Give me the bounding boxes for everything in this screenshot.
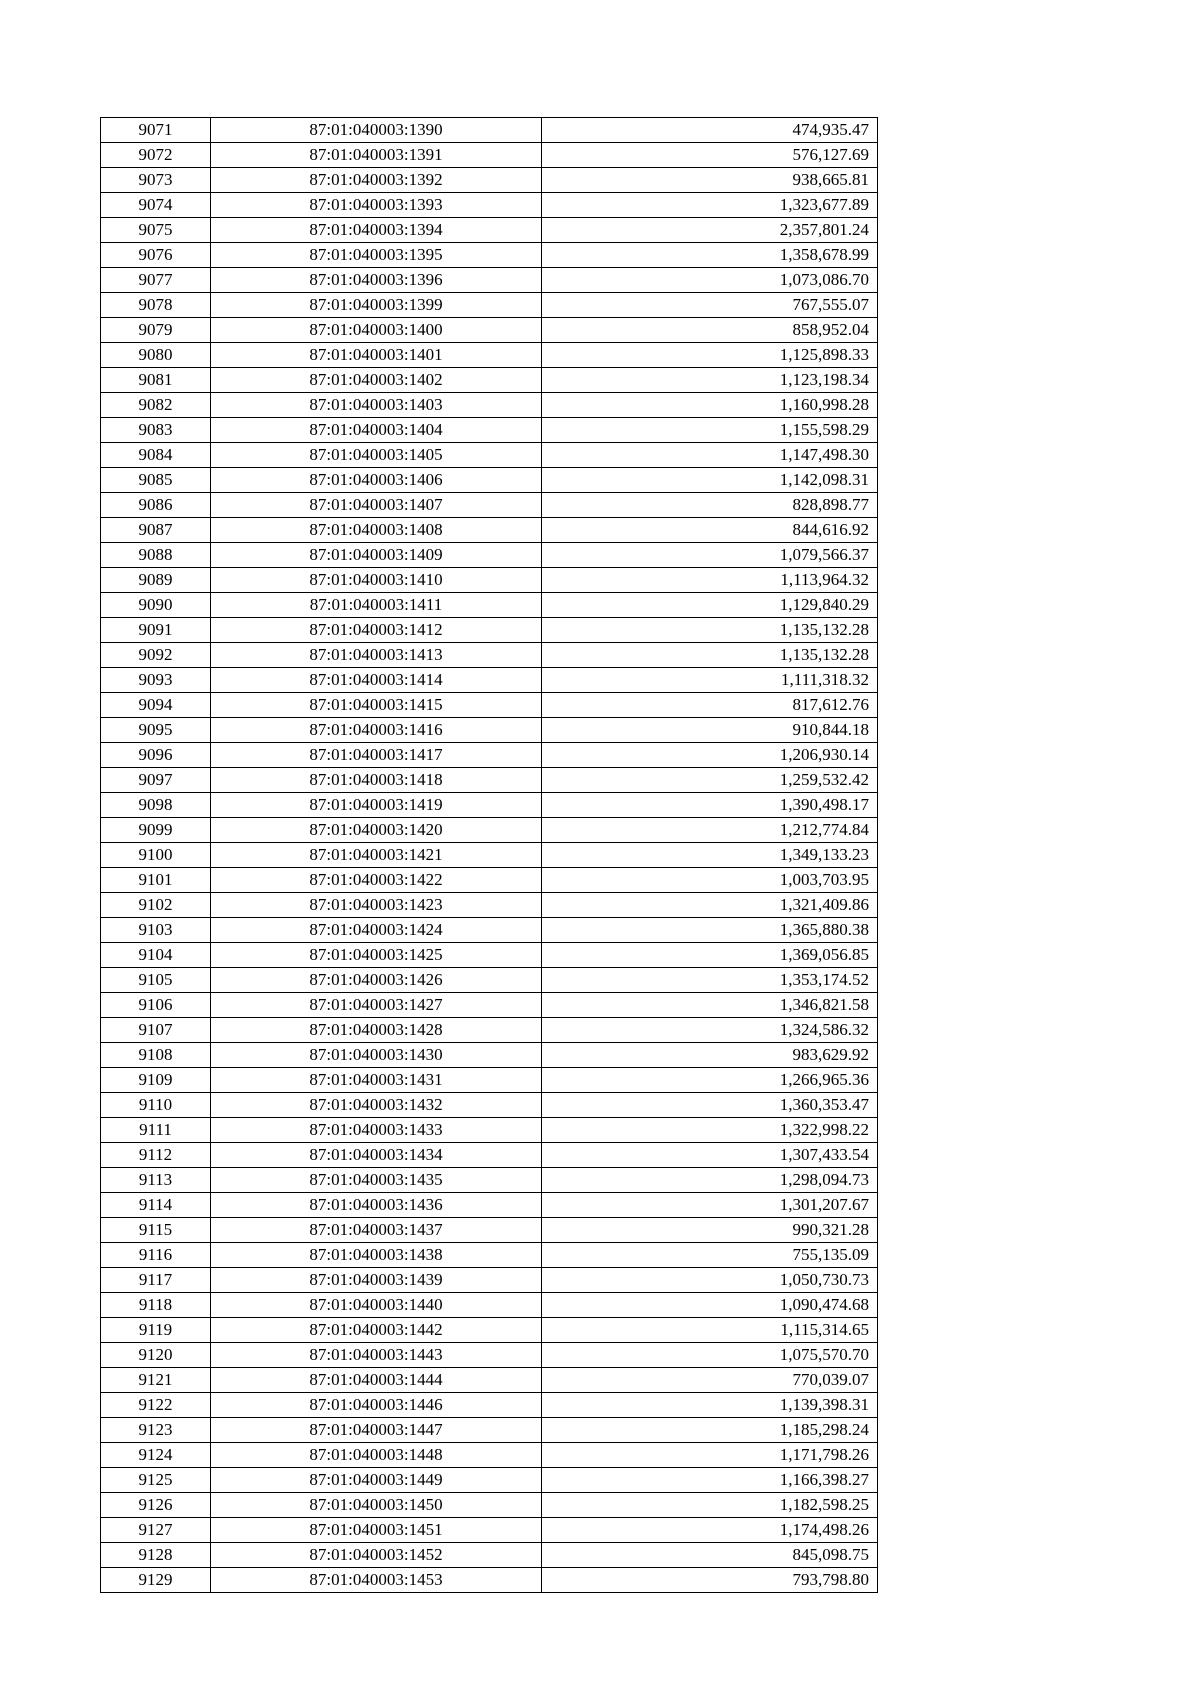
- row-number-cell: 9116: [101, 1243, 211, 1268]
- row-number-cell: 9095: [101, 718, 211, 743]
- row-number-cell: 9075: [101, 218, 211, 243]
- cadastral-number-cell: 87:01:040003:1442: [211, 1318, 542, 1343]
- row-number-cell: 9072: [101, 143, 211, 168]
- row-number-cell: 9122: [101, 1393, 211, 1418]
- cadastral-value-cell: 1,324,586.32: [542, 1018, 878, 1043]
- cadastral-number-cell: 87:01:040003:1406: [211, 468, 542, 493]
- table-row: [101, 818, 878, 843]
- cadastral-value-cell: 2,357,801.24: [542, 218, 878, 243]
- cadastral-number-cell: 87:01:040003:1404: [211, 418, 542, 443]
- cadastral-number-cell: 87:01:040003:1423: [211, 893, 542, 918]
- cadastral-number-cell: 87:01:040003:1433: [211, 1118, 542, 1143]
- cadastral-value-cell: 1,301,207.67: [542, 1193, 878, 1218]
- table-row: [101, 1118, 878, 1143]
- cadastral-number-cell: 87:01:040003:1392: [211, 168, 542, 193]
- table-body: [101, 118, 878, 1593]
- cadastral-value-cell: 817,612.76: [542, 693, 878, 718]
- cadastral-number-cell: 87:01:040003:1414: [211, 668, 542, 693]
- cadastral-value-cell: 1,349,133.23: [542, 843, 878, 868]
- row-number-cell: 9106: [101, 993, 211, 1018]
- cadastral-number-cell: 87:01:040003:1430: [211, 1043, 542, 1068]
- cadastral-number-cell: 87:01:040003:1419: [211, 793, 542, 818]
- cadastral-value-cell: 1,003,703.95: [542, 868, 878, 893]
- table-row: [101, 293, 878, 318]
- row-number-cell: 9100: [101, 843, 211, 868]
- table-row: [101, 1443, 878, 1468]
- cadastral-value-table: [100, 117, 878, 1593]
- table-row: [101, 243, 878, 268]
- table-row: [101, 1268, 878, 1293]
- cadastral-value-cell: 1,307,433.54: [542, 1143, 878, 1168]
- row-number-cell: 9101: [101, 868, 211, 893]
- cadastral-value-cell: 1,174,498.26: [542, 1518, 878, 1543]
- cadastral-value-cell: 844,616.92: [542, 518, 878, 543]
- table-row: [101, 168, 878, 193]
- cadastral-number-cell: 87:01:040003:1444: [211, 1368, 542, 1393]
- cadastral-value-cell: 1,353,174.52: [542, 968, 878, 993]
- cadastral-value-cell: 1,206,930.14: [542, 743, 878, 768]
- cadastral-value-cell: 1,369,056.85: [542, 943, 878, 968]
- table-row: [101, 893, 878, 918]
- cadastral-number-cell: 87:01:040003:1452: [211, 1543, 542, 1568]
- cadastral-number-cell: 87:01:040003:1413: [211, 643, 542, 668]
- table-row: [101, 918, 878, 943]
- cadastral-number-cell: 87:01:040003:1443: [211, 1343, 542, 1368]
- cadastral-value-cell: 1,171,798.26: [542, 1443, 878, 1468]
- cadastral-number-cell: 87:01:040003:1416: [211, 718, 542, 743]
- cadastral-number-cell: 87:01:040003:1402: [211, 368, 542, 393]
- row-number-cell: 9090: [101, 593, 211, 618]
- row-number-cell: 9093: [101, 668, 211, 693]
- cadastral-value-cell: 858,952.04: [542, 318, 878, 343]
- table-row: [101, 693, 878, 718]
- cadastral-value-cell: 1,123,198.34: [542, 368, 878, 393]
- table-row: [101, 1243, 878, 1268]
- cadastral-number-cell: 87:01:040003:1400: [211, 318, 542, 343]
- cadastral-value-cell: 1,365,880.38: [542, 918, 878, 943]
- cadastral-number-cell: 87:01:040003:1420: [211, 818, 542, 843]
- row-number-cell: 9125: [101, 1468, 211, 1493]
- row-number-cell: 9083: [101, 418, 211, 443]
- cadastral-value-cell: 1,212,774.84: [542, 818, 878, 843]
- row-number-cell: 9120: [101, 1343, 211, 1368]
- table-row: [101, 218, 878, 243]
- row-number-cell: 9094: [101, 693, 211, 718]
- cadastral-number-cell: 87:01:040003:1439: [211, 1268, 542, 1293]
- cadastral-number-cell: 87:01:040003:1446: [211, 1393, 542, 1418]
- row-number-cell: 9115: [101, 1218, 211, 1243]
- cadastral-number-cell: 87:01:040003:1448: [211, 1443, 542, 1468]
- row-number-cell: 9098: [101, 793, 211, 818]
- table-row: [101, 393, 878, 418]
- row-number-cell: 9078: [101, 293, 211, 318]
- cadastral-number-cell: 87:01:040003:1409: [211, 543, 542, 568]
- cadastral-value-cell: 1,090,474.68: [542, 1293, 878, 1318]
- cadastral-number-cell: 87:01:040003:1425: [211, 943, 542, 968]
- row-number-cell: 9076: [101, 243, 211, 268]
- row-number-cell: 9096: [101, 743, 211, 768]
- row-number-cell: 9091: [101, 618, 211, 643]
- cadastral-number-cell: 87:01:040003:1415: [211, 693, 542, 718]
- cadastral-value-cell: 990,321.28: [542, 1218, 878, 1243]
- table-row: [101, 443, 878, 468]
- cadastral-value-cell: 755,135.09: [542, 1243, 878, 1268]
- table-row: [101, 418, 878, 443]
- cadastral-value-cell: 1,113,964.32: [542, 568, 878, 593]
- row-number-cell: 9079: [101, 318, 211, 343]
- cadastral-number-cell: 87:01:040003:1396: [211, 268, 542, 293]
- row-number-cell: 9071: [101, 118, 211, 143]
- cadastral-value-cell: 1,346,821.58: [542, 993, 878, 1018]
- row-number-cell: 9089: [101, 568, 211, 593]
- cadastral-number-cell: 87:01:040003:1434: [211, 1143, 542, 1168]
- cadastral-number-cell: 87:01:040003:1407: [211, 493, 542, 518]
- cadastral-value-cell: 828,898.77: [542, 493, 878, 518]
- cadastral-number-cell: 87:01:040003:1450: [211, 1493, 542, 1518]
- cadastral-number-cell: 87:01:040003:1405: [211, 443, 542, 468]
- cadastral-number-cell: 87:01:040003:1436: [211, 1193, 542, 1218]
- cadastral-value-cell: 474,935.47: [542, 118, 878, 143]
- row-number-cell: 9102: [101, 893, 211, 918]
- registry-table-container: [100, 117, 877, 1593]
- cadastral-value-cell: 1,142,098.31: [542, 468, 878, 493]
- cadastral-value-cell: 1,111,318.32: [542, 668, 878, 693]
- row-number-cell: 9097: [101, 768, 211, 793]
- cadastral-value-cell: 1,322,998.22: [542, 1118, 878, 1143]
- cadastral-number-cell: 87:01:040003:1451: [211, 1518, 542, 1543]
- table-row: [101, 543, 878, 568]
- cadastral-value-cell: 845,098.75: [542, 1543, 878, 1568]
- cadastral-number-cell: 87:01:040003:1421: [211, 843, 542, 868]
- row-number-cell: 9126: [101, 1493, 211, 1518]
- cadastral-value-cell: 1,135,132.28: [542, 643, 878, 668]
- cadastral-number-cell: 87:01:040003:1438: [211, 1243, 542, 1268]
- cadastral-number-cell: 87:01:040003:1428: [211, 1018, 542, 1043]
- row-number-cell: 9099: [101, 818, 211, 843]
- cadastral-value-cell: 938,665.81: [542, 168, 878, 193]
- cadastral-value-cell: 1,298,094.73: [542, 1168, 878, 1193]
- table-row: [101, 468, 878, 493]
- table-row: [101, 1418, 878, 1443]
- table-row: [101, 1318, 878, 1343]
- cadastral-value-cell: 1,050,730.73: [542, 1268, 878, 1293]
- table-row: [101, 968, 878, 993]
- cadastral-number-cell: 87:01:040003:1412: [211, 618, 542, 643]
- cadastral-number-cell: 87:01:040003:1411: [211, 593, 542, 618]
- cadastral-number-cell: 87:01:040003:1432: [211, 1093, 542, 1118]
- table-row: [101, 1518, 878, 1543]
- cadastral-number-cell: 87:01:040003:1390: [211, 118, 542, 143]
- table-row: [101, 568, 878, 593]
- cadastral-number-cell: 87:01:040003:1403: [211, 393, 542, 418]
- table-row: [101, 1293, 878, 1318]
- cadastral-value-cell: 1,185,298.24: [542, 1418, 878, 1443]
- cadastral-number-cell: 87:01:040003:1399: [211, 293, 542, 318]
- cadastral-value-cell: 1,182,598.25: [542, 1493, 878, 1518]
- cadastral-value-cell: 1,139,398.31: [542, 1393, 878, 1418]
- table-row: [101, 1493, 878, 1518]
- cadastral-number-cell: 87:01:040003:1447: [211, 1418, 542, 1443]
- row-number-cell: 9117: [101, 1268, 211, 1293]
- row-number-cell: 9092: [101, 643, 211, 668]
- row-number-cell: 9084: [101, 443, 211, 468]
- table-row: [101, 1218, 878, 1243]
- cadastral-value-cell: 1,323,677.89: [542, 193, 878, 218]
- row-number-cell: 9123: [101, 1418, 211, 1443]
- table-row: [101, 368, 878, 393]
- table-row: [101, 768, 878, 793]
- table-row: [101, 593, 878, 618]
- table-row: [101, 143, 878, 168]
- cadastral-number-cell: 87:01:040003:1431: [211, 1068, 542, 1093]
- cadastral-number-cell: 87:01:040003:1395: [211, 243, 542, 268]
- table-row: [101, 793, 878, 818]
- table-row: [101, 868, 878, 893]
- cadastral-value-cell: 1,390,498.17: [542, 793, 878, 818]
- cadastral-value-cell: 1,155,598.29: [542, 418, 878, 443]
- table-row: [101, 843, 878, 868]
- cadastral-value-cell: 1,166,398.27: [542, 1468, 878, 1493]
- cadastral-number-cell: 87:01:040003:1453: [211, 1568, 542, 1593]
- cadastral-value-cell: 1,075,570.70: [542, 1343, 878, 1368]
- table-row: [101, 268, 878, 293]
- table-row: [101, 1093, 878, 1118]
- cadastral-value-cell: 1,259,532.42: [542, 768, 878, 793]
- cadastral-number-cell: 87:01:040003:1401: [211, 343, 542, 368]
- table-row: [101, 1193, 878, 1218]
- cadastral-value-cell: 1,079,566.37: [542, 543, 878, 568]
- row-number-cell: 9108: [101, 1043, 211, 1068]
- cadastral-value-cell: 1,160,998.28: [542, 393, 878, 418]
- table-row: [101, 668, 878, 693]
- cadastral-value-cell: 1,360,353.47: [542, 1093, 878, 1118]
- row-number-cell: 9114: [101, 1193, 211, 1218]
- row-number-cell: 9073: [101, 168, 211, 193]
- row-number-cell: 9074: [101, 193, 211, 218]
- cadastral-value-cell: 767,555.07: [542, 293, 878, 318]
- row-number-cell: 9119: [101, 1318, 211, 1343]
- row-number-cell: 9111: [101, 1118, 211, 1143]
- cadastral-number-cell: 87:01:040003:1422: [211, 868, 542, 893]
- cadastral-value-cell: 1,266,965.36: [542, 1068, 878, 1093]
- cadastral-value-cell: 1,147,498.30: [542, 443, 878, 468]
- cadastral-value-cell: 1,321,409.86: [542, 893, 878, 918]
- row-number-cell: 9112: [101, 1143, 211, 1168]
- row-number-cell: 9118: [101, 1293, 211, 1318]
- table-row: [101, 743, 878, 768]
- row-number-cell: 9082: [101, 393, 211, 418]
- cadastral-value-cell: 1,135,132.28: [542, 618, 878, 643]
- cadastral-number-cell: 87:01:040003:1437: [211, 1218, 542, 1243]
- cadastral-value-cell: 1,073,086.70: [542, 268, 878, 293]
- row-number-cell: 9129: [101, 1568, 211, 1593]
- cadastral-value-cell: 1,125,898.33: [542, 343, 878, 368]
- cadastral-value-cell: 770,039.07: [542, 1368, 878, 1393]
- cadastral-value-cell: 576,127.69: [542, 143, 878, 168]
- table-row: [101, 1393, 878, 1418]
- cadastral-value-cell: 1,115,314.65: [542, 1318, 878, 1343]
- cadastral-value-cell: 910,844.18: [542, 718, 878, 743]
- table-row: [101, 1068, 878, 1093]
- table-row: [101, 1568, 878, 1593]
- row-number-cell: 9128: [101, 1543, 211, 1568]
- cadastral-number-cell: 87:01:040003:1435: [211, 1168, 542, 1193]
- cadastral-number-cell: 87:01:040003:1418: [211, 768, 542, 793]
- row-number-cell: 9124: [101, 1443, 211, 1468]
- row-number-cell: 9085: [101, 468, 211, 493]
- table-row: [101, 993, 878, 1018]
- table-row: [101, 1168, 878, 1193]
- cadastral-number-cell: 87:01:040003:1417: [211, 743, 542, 768]
- row-number-cell: 9077: [101, 268, 211, 293]
- row-number-cell: 9109: [101, 1068, 211, 1093]
- row-number-cell: 9113: [101, 1168, 211, 1193]
- table-row: [101, 118, 878, 143]
- cadastral-value-cell: 1,358,678.99: [542, 243, 878, 268]
- table-row: [101, 1543, 878, 1568]
- table-row: [101, 518, 878, 543]
- table-row: [101, 193, 878, 218]
- row-number-cell: 9105: [101, 968, 211, 993]
- row-number-cell: 9081: [101, 368, 211, 393]
- cadastral-number-cell: 87:01:040003:1408: [211, 518, 542, 543]
- cadastral-number-cell: 87:01:040003:1449: [211, 1468, 542, 1493]
- table-row: [101, 343, 878, 368]
- row-number-cell: 9110: [101, 1093, 211, 1118]
- table-row: [101, 318, 878, 343]
- cadastral-value-cell: 983,629.92: [542, 1043, 878, 1068]
- cadastral-number-cell: 87:01:040003:1394: [211, 218, 542, 243]
- table-row: [101, 643, 878, 668]
- cadastral-number-cell: 87:01:040003:1424: [211, 918, 542, 943]
- row-number-cell: 9103: [101, 918, 211, 943]
- row-number-cell: 9107: [101, 1018, 211, 1043]
- table-row: [101, 718, 878, 743]
- table-row: [101, 1143, 878, 1168]
- table-row: [101, 1368, 878, 1393]
- row-number-cell: 9087: [101, 518, 211, 543]
- row-number-cell: 9127: [101, 1518, 211, 1543]
- cadastral-number-cell: 87:01:040003:1440: [211, 1293, 542, 1318]
- table-row: [101, 1043, 878, 1068]
- row-number-cell: 9086: [101, 493, 211, 518]
- cadastral-number-cell: 87:01:040003:1426: [211, 968, 542, 993]
- table-row: [101, 1018, 878, 1043]
- table-row: [101, 618, 878, 643]
- cadastral-number-cell: 87:01:040003:1391: [211, 143, 542, 168]
- cadastral-number-cell: 87:01:040003:1410: [211, 568, 542, 593]
- cadastral-number-cell: 87:01:040003:1393: [211, 193, 542, 218]
- cadastral-value-cell: 1,129,840.29: [542, 593, 878, 618]
- row-number-cell: 9121: [101, 1368, 211, 1393]
- cadastral-number-cell: 87:01:040003:1427: [211, 993, 542, 1018]
- table-row: [101, 1343, 878, 1368]
- table-row: [101, 493, 878, 518]
- row-number-cell: 9088: [101, 543, 211, 568]
- row-number-cell: 9080: [101, 343, 211, 368]
- row-number-cell: 9104: [101, 943, 211, 968]
- table-row: [101, 943, 878, 968]
- table-row: [101, 1468, 878, 1493]
- cadastral-value-cell: 793,798.80: [542, 1568, 878, 1593]
